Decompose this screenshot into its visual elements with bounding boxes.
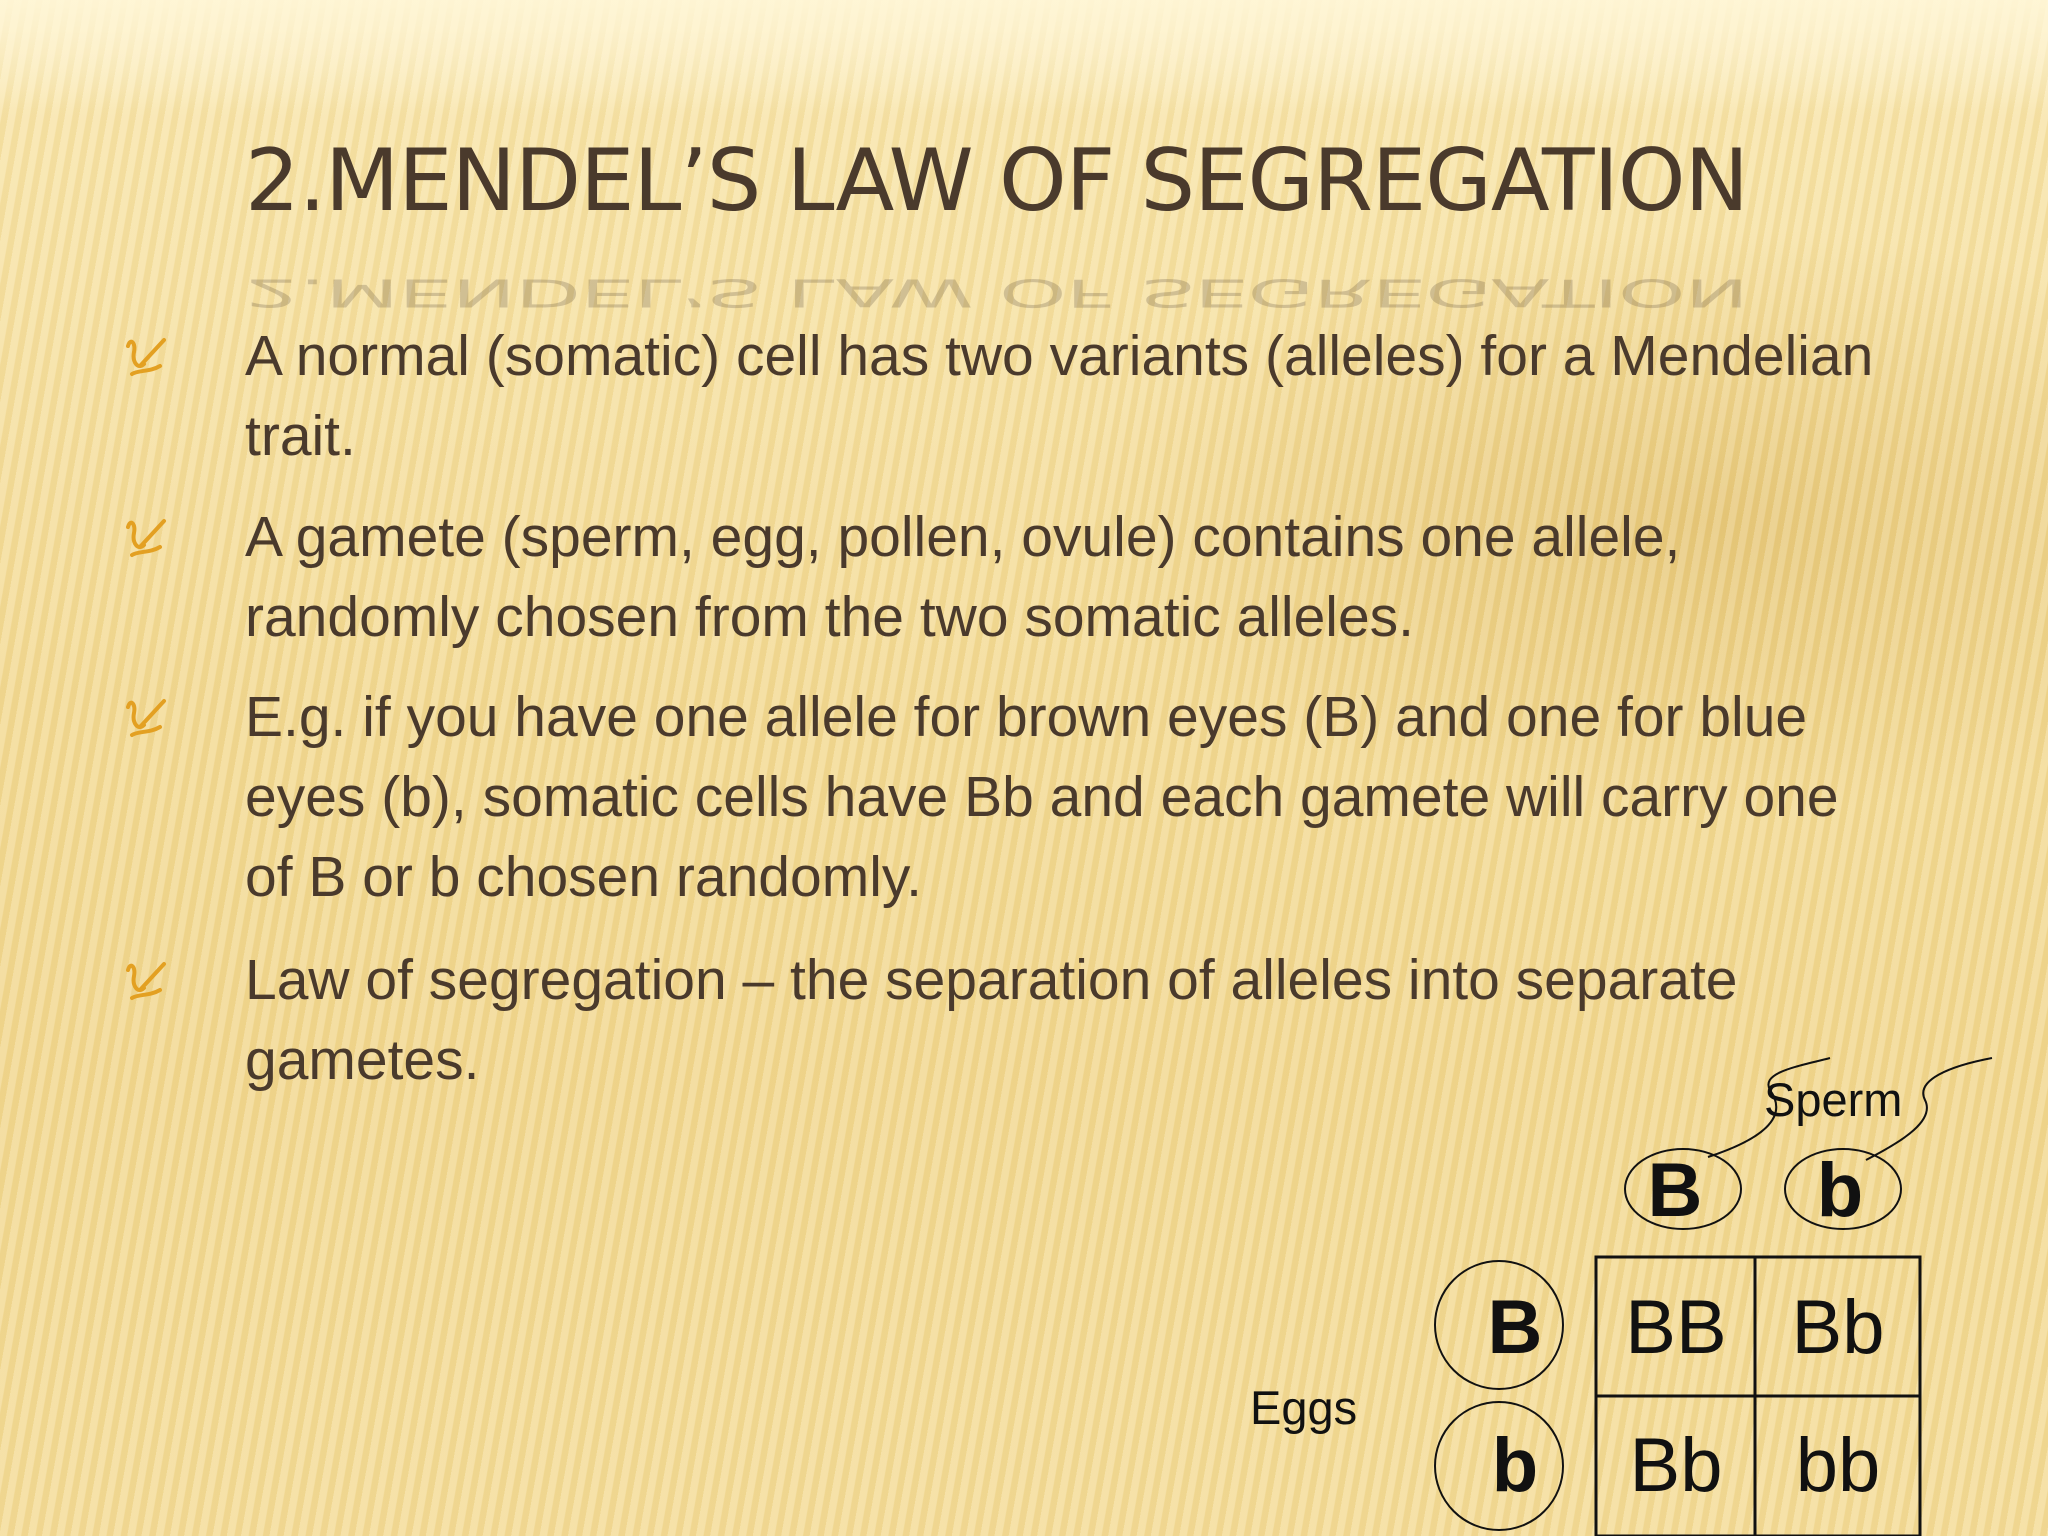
sperm-allele: b xyxy=(1816,1148,1864,1233)
sperm-allele: B xyxy=(1647,1148,1703,1233)
bullet-text: Law of segregation – the separation of alleles into separate gametes. xyxy=(245,948,1738,1092)
egg-allele: b xyxy=(1491,1423,1539,1508)
bullet-text: A normal (somatic) cell has two variants (alleles) for a Mendelian trait. xyxy=(245,324,1874,468)
bullet-text: A gamete (sperm, egg, pollen, ovule) contains one allele, randomly chosen from the two somatic alleles. xyxy=(245,505,1681,649)
title-reflection: 2.MENDEL’S LAW OF SEGREGATION xyxy=(245,270,1748,316)
eggs-label: Eggs xyxy=(1250,1381,1358,1434)
punnett-cell: Bb xyxy=(1791,1285,1885,1370)
punnett-cell: bb xyxy=(1795,1423,1881,1508)
slide-title: 2.MENDEL’S LAW OF SEGREGATION xyxy=(245,131,1748,231)
punnett-cell: Bb xyxy=(1629,1423,1723,1508)
punnett-cell: BB xyxy=(1625,1285,1727,1370)
bullet-text: E.g. if you have one allele for brown eyes (B) and one for blue eyes (b), somatic cells have Bb and each gamete will carry one of B or b chosen randomly. xyxy=(245,685,1839,909)
egg-allele: B xyxy=(1487,1285,1543,1370)
sperm-label: Sperm xyxy=(1764,1073,1903,1126)
